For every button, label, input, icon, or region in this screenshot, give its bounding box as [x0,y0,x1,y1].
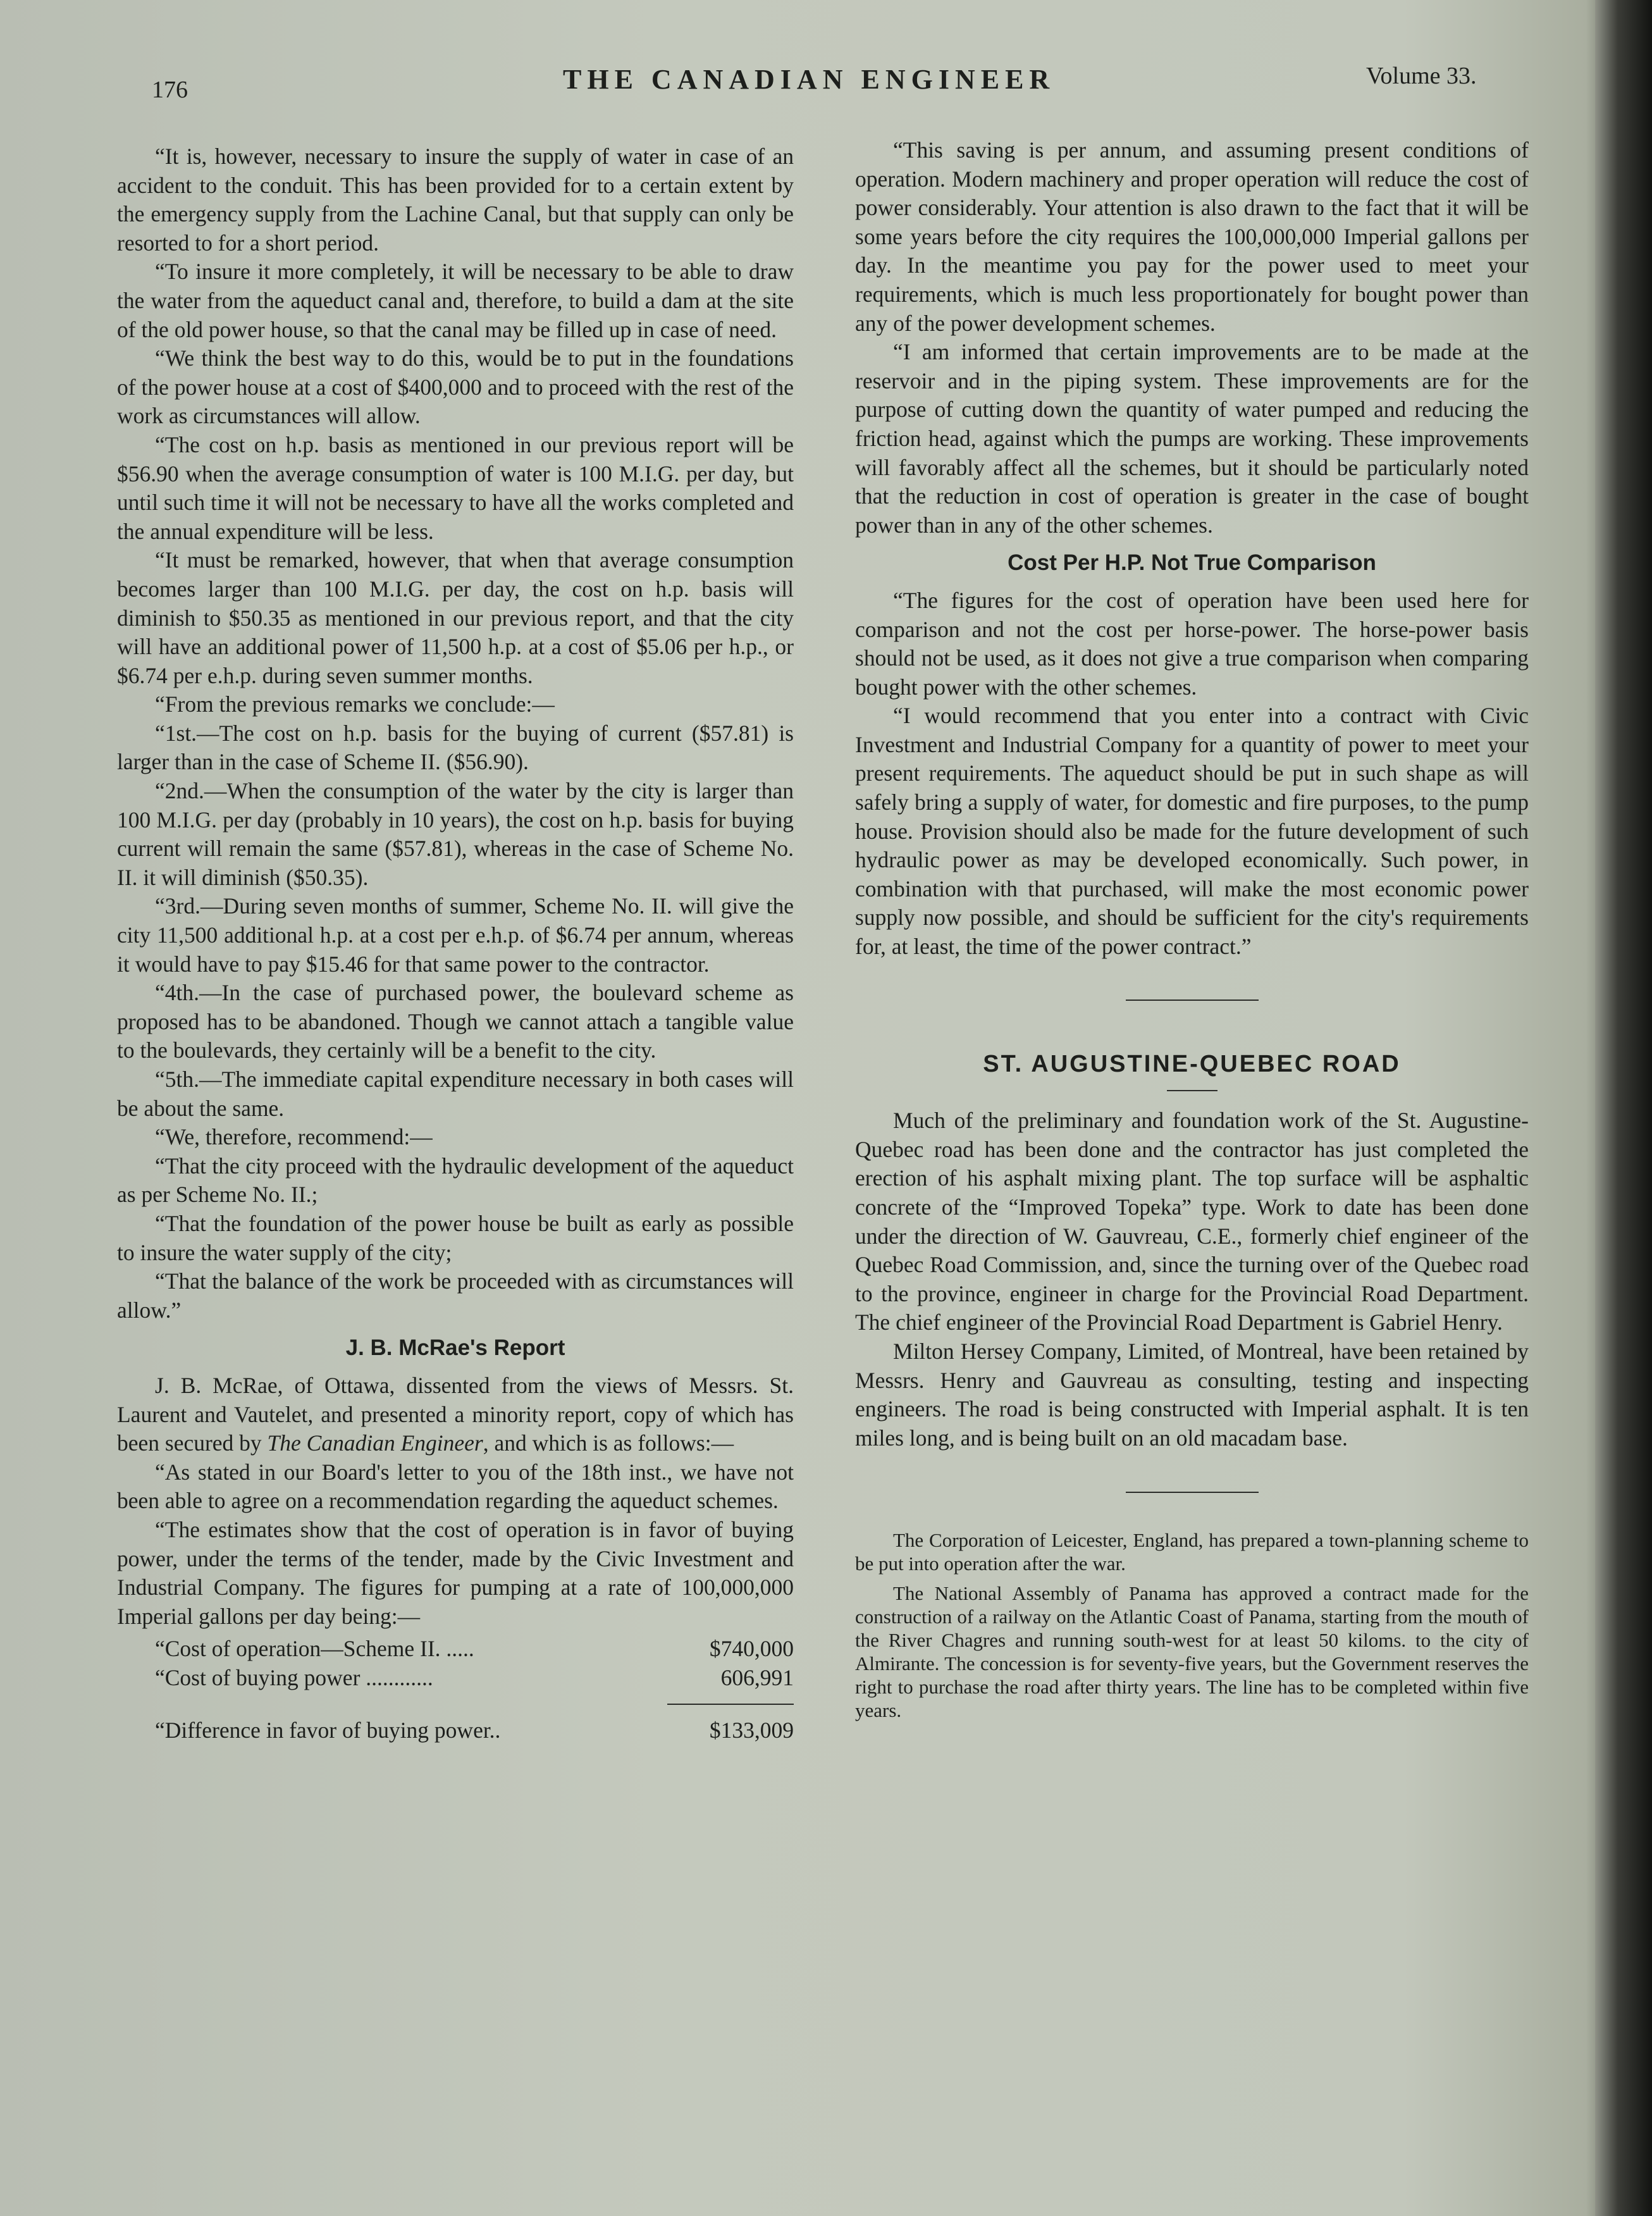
difference-value: $133,009 [709,1718,794,1743]
journal-title: THE CANADIAN ENGINEER [563,64,1056,95]
book-spine-shadow [1595,0,1652,2216]
paragraph: “To insure it more completely, it will be necessary to be able to draw the water from the aqueduct canal and, therefore, to build a dam at the site of the old power house, so that the canal may be filled up in case of need. [117,259,794,342]
mcrae-report-heading: J. B. McRae's Report [345,1335,565,1361]
news-briefs [855,1528,1529,1722]
paragraph: “The cost on h.p. basis as mentioned in our previous report will be $56.90 when the average consumption of water is 100 M.I.G. per day, but until such time it will not be necessary to have all the works completed and the annual expenditure will be less. [117,431,794,544]
paragraph: “That the foundation of the power house be built as early as possible to insure the water supply of the city; [117,1210,794,1265]
paragraph: “From the previous remarks we conclude:— [155,691,555,717]
cost-label: “Cost of buying power ............ [155,1664,433,1690]
cost-row [117,1635,794,1664]
cost-table [117,1635,794,1745]
journal-name-italic: The Canadian Engineer [267,1430,483,1456]
paragraph: “We, therefore, recommend:— [155,1124,433,1150]
paragraph: Milton Hersey Company, Limited, of Montreal, have been retained by Messrs. Henry and Gauvreau as consulting, testing and inspecting engineers. The road is being constructed with Imperial asphalt. It is ten miles long, and is being built on an old macadam base. [855,1338,1529,1451]
paragraph: “We think the best way to do this, would be to put in the foundations of the power house at a cost of $400,000 and to proceed with the rest of the work as circumstances will allow. [117,345,794,429]
paragraph: “5th.—The immediate capital expenditure necessary in both cases will be about the same. [117,1067,794,1121]
mcrae-intro-paragraph [117,1371,794,1458]
difference-label: “Difference in favor of buying power.. [155,1718,501,1743]
road-article-heading: ST. AUGUSTINE-QUEBEC ROAD [983,1050,1401,1077]
page-number: 176 [152,77,188,103]
paragraph: “4th.—In the case of purchased power, the boulevard scheme as proposed has to be abandoned. Though we cannot attach a tangible value to the boulevards, they certainly will be a benefit to the city. [117,980,794,1063]
cost-comparison-heading: Cost Per H.P. Not True Comparison [1008,550,1376,576]
paragraph: Much of the preliminary and foundation work of the St. Augustine-Quebec road has been done and the contractor has just completed the erection of his asphalt mixing plant. The top surface will be asphaltic concrete of the “Improved Topeka” type. Work to date has been done under the direction of W. Gauvreau, C.E., formerly chief engineer of the Quebec Road Commission, and, since the turning over of the Quebec road to the province, engineer in charge for the Provincial Road Department. The chief engineer of the Provincial Road Department is Gabriel Henry. [855,1108,1529,1335]
paragraph: “As stated in our Board's letter to you of the 18th inst., we have not been able to agree on a recommendation regarding the aqueduct schemes. [117,1459,794,1514]
difference-row [117,1716,794,1745]
mcrae-intro-text: J. B. McRae, of Ottawa, dissented from the views of Messrs. St. Laurent and Vautelet, and presented a minority report, copy of which has been secured by [117,1372,794,1456]
news-item: The National Assembly of Panama has approved a contract made for the construction of a railway on the Atlantic Coast of Panama, starting from the mouth of the River Chagres and running south-west for at least 50 kiloms. to the city of Almirante. The concession is for seventy-five years, but the Government reserves the right to purchase the road after thirty years. The line has to be completed within five years. [855,1582,1529,1722]
paragraph: “That the balance of the work be proceeded with as circumstances will allow.” [117,1268,794,1323]
cost-row [117,1664,794,1693]
paragraph: “It must be remarked, however, that when that average consumption becomes larger than 100 M.I.G. per day, the cost on h.p. basis will diminish to $50.35 as mentioned in our previous report, and that the city will have an additional power of 11,500 h.p. at a cost of $5.06 per h.p., or $6.74 per e.h.p. during seven summer months. [117,547,794,688]
cost-label: “Cost of operation—Scheme II. ..... [155,1636,474,1662]
cost-value: 606,991 [720,1664,794,1690]
news-item: The Corporation of Leicester, England, has prepared a town-planning scheme to be put into operation after the war. [855,1529,1529,1575]
paragraph: “2nd.—When the consumption of the water by the city is larger than 100 M.I.G. per day (probably in 10 years), the cost on h.p. basis for buying current will remain the same ($57.81), whereas in the case of Scheme No. II. it will diminish ($50.35). [117,778,794,890]
paragraph: “This saving is per annum, and assuming present conditions of operation. Modern machinery and proper operation will reduce the cost of power considerably. Your attention is also drawn to the fact that it will be some years before the city requires the 100,000,000 Imperial gallons per day. In the meantime you pay for the power used to meet your requirements, which is much less proportionately for bought power than any of the power development schemes. [855,137,1529,336]
volume-label: Volume 33. [1366,63,1477,89]
paragraph: “The figures for the cost of operation have been used here for comparison and not the cost per horse-power. The horse-power basis should not be used, as it does not give a true comparison when comparing bought power with the other schemes. [855,587,1529,700]
paragraph: “It is, however, necessary to insure the supply of water in case of an accident to the conduit. This has been provided for to a certain extent by the emergency supply from the Lachine Canal, but that supply can only be resorted to for a short period. [117,144,794,256]
right-column [855,136,1529,1728]
paragraph: “The estimates show that the cost of operation is in favor of buying power, under the terms of the tender, made by the Civic Investment and Industrial Company. The figures for pumping at a rate of 100,000,000 Imperial gallons per day being:— [117,1516,794,1629]
mcrae-intro-text-end: , and which is as follows:— [483,1430,734,1456]
cost-value: $740,000 [709,1636,794,1662]
paragraph: “1st.—The cost on h.p. basis for the buying of current ($57.81) is larger than in the case of Scheme II. ($56.90). [117,720,794,775]
paragraph: “I would recommend that you enter into a contract with Civic Investment and Industrial Company for a quantity of power to meet your present requirements. The aqueduct should be put in such shape as will safely bring a supply of water, for domestic and fire purposes, to the pump house. Provision should also be made for the future development of such hydraulic power as may be developed economically. Such power, in combination with that purchased, will make the most economic power supply now possible, and should be sufficient for the city's requirements for, at least, the time of the power contract.” [855,703,1529,960]
sum-rule [667,1704,794,1705]
running-head [114,63,1505,108]
paragraph: “3rd.—During seven months of summer, Scheme No. II. will give the city 11,500 additional h.p. at a cost per e.h.p. of $6.74 per annum, whereas it would have to pay $15.46 for that same power to the contractor. [117,893,794,977]
paragraph: “I am informed that certain improvements are to be made at the reservoir and in the piping system. These improvements are for the purpose of cutting down the quantity of water pumped and reducing the friction head, against which the pumps are working. These improvements will favorably affect all the schemes, but it should be particularly noted that the reduction in cost of operation is greater in the case of bought power than in any of the other schemes. [855,339,1529,538]
left-column [117,142,794,1745]
heading-underline [1167,1090,1217,1091]
paragraph: “That the city proceed with the hydraulic development of the aqueduct as per Scheme No. II.; [117,1153,794,1208]
